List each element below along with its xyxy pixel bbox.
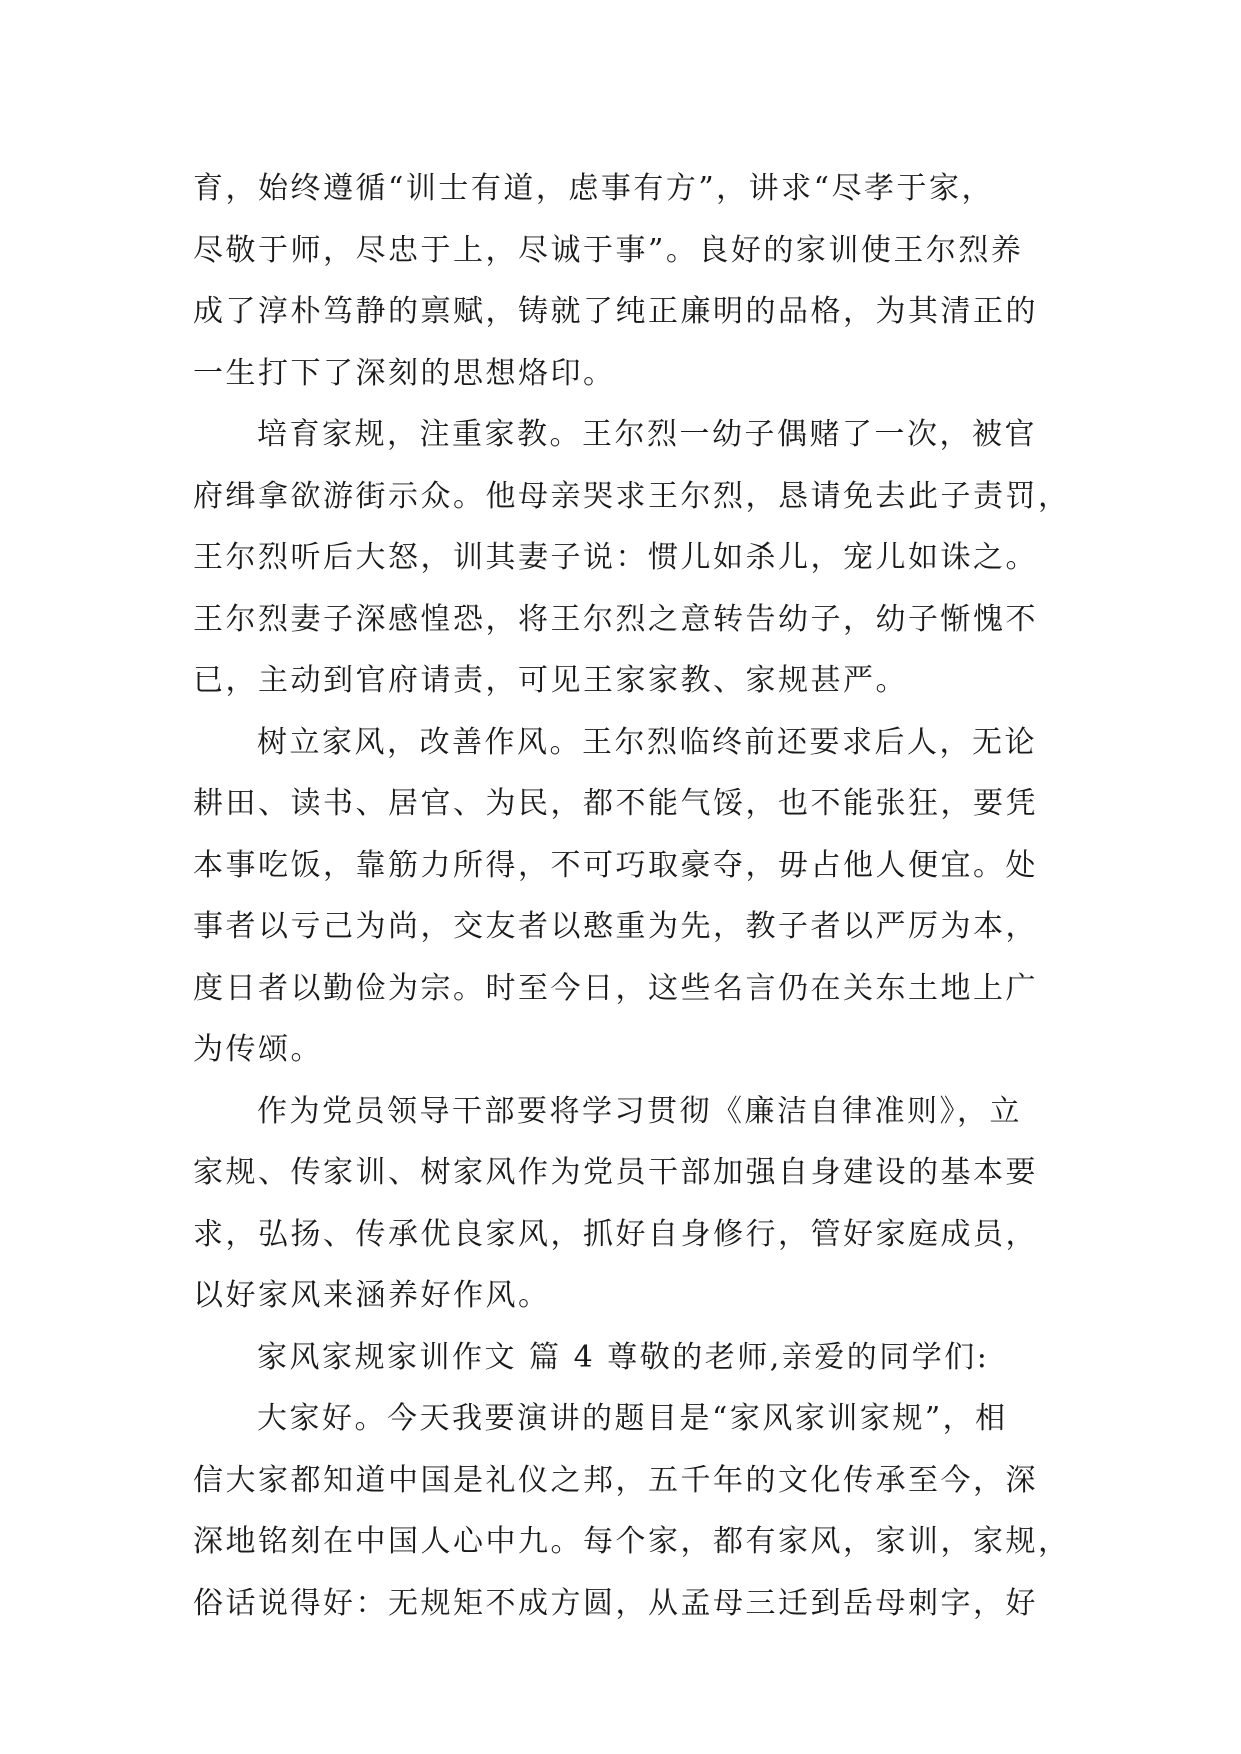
text-line: 培育家规，注重家教。王尔烈一幼子偶赌了一次，被官 [257, 417, 1037, 452]
text-line: 求，弘扬、传承优良家风，抓好自身修行，管好家庭成员， [193, 1216, 1038, 1252]
text-line: 耕田、读书、居官、为民，都不能气馁，也不能张狂，要凭 [193, 786, 1038, 821]
text-line: 家规、传家训、树家风作为党员干部加强自身建设的基本要 [193, 1155, 1038, 1190]
text-line: 尽敬于师，尽忠于上，尽诚于事”。良好的家训使王尔烈养 [193, 232, 1024, 268]
text-line: 府缉拿欲游街示众。他母亲哭求王尔烈，恳请免去此子责罚， [193, 478, 1071, 514]
text-line: 作为党员领导干部要将学习贯彻《廉洁自律准则》，立 [257, 1093, 1022, 1129]
text-line: 深地铭刻在中国人心中九。每个家，都有家风，家训，家规， [193, 1524, 1071, 1559]
text-line: 俗话说得好：无规矩不成方圆，从孟母三迁到岳母刺字，好 [193, 1585, 1038, 1621]
text-line: 树立家风，改善作风。王尔烈临终前还要求后人，无论 [257, 724, 1037, 760]
text-line: 育，始终遵循“训士有道，虑事有方”，讲求“尽孝于家， [193, 171, 995, 206]
text-line: 一生打下了深刻的思想烙印。 [193, 355, 616, 391]
text-line: 为传颂。 [193, 1032, 323, 1067]
text-line: 本事吃饭，靠筋力所得，不可巧取豪夺，毋占他人便宜。处 [193, 847, 1038, 883]
text-line: 事者以亏己为尚，交友者以憨重为先，教子者以严厉为本， [193, 909, 1038, 944]
text-line: 大家好。今天我要演讲的题目是“家风家训家规”，相 [257, 1401, 1008, 1436]
text-line: 以好家风来涵养好作风。 [193, 1278, 551, 1313]
text-line: 已，主动到官府请责，可见王家家教、家规甚严。 [193, 663, 908, 698]
text-line: 家风家规家训作文 篇 4 尊敬的老师,亲爱的同学们: [257, 1339, 990, 1375]
text-line: 王尔烈妻子深感惶恐，将王尔烈之意转告幼子，幼子惭愧不 [193, 601, 1038, 637]
text-line: 成了淳朴笃静的禀赋，铸就了纯正廉明的品格，为其清正的 [193, 294, 1038, 329]
document-body [193, 158, 1073, 1634]
text-line: 信大家都知道中国是礼仪之邦，五千年的文化传承至今，深 [193, 1462, 1038, 1498]
text-line: 度日者以勤俭为宗。时至今日，这些名言仍在关东土地上广 [193, 970, 1038, 1006]
text-line: 王尔烈听后大怒，训其妻子说：惯儿如杀儿，宠儿如诛之。 [193, 540, 1038, 575]
